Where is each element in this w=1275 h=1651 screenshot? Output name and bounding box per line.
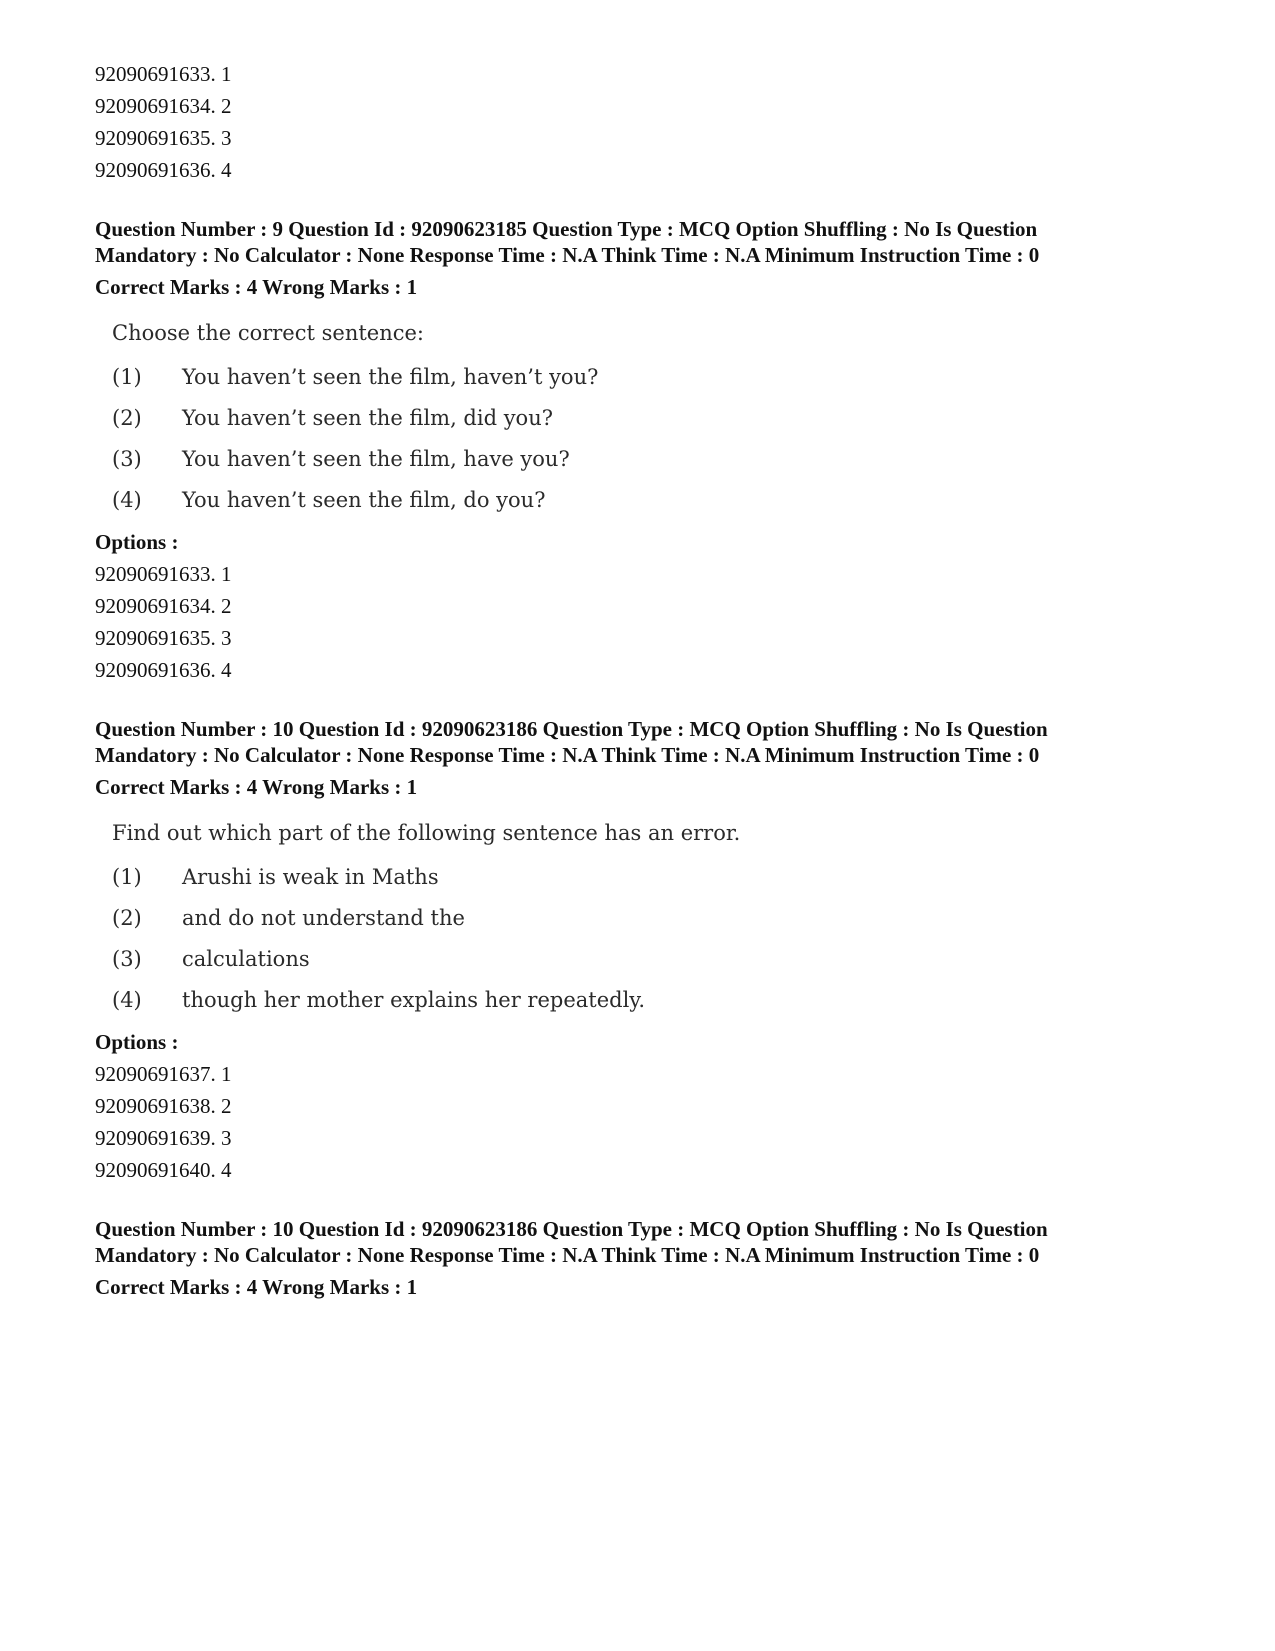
- option-line: 92090691639. 3: [95, 1126, 232, 1150]
- choice-item: [112, 485, 1205, 515]
- choice-text: You haven’t seen the film, do you?: [182, 488, 546, 512]
- choice-number: (1): [112, 365, 142, 389]
- question-stem: Choose the correct sentence:: [112, 321, 424, 345]
- question-marks: Correct Marks : 4 Wrong Marks : 1: [95, 275, 418, 299]
- option-line: 92090691633. 1: [95, 62, 232, 86]
- question-body: [112, 818, 1205, 1015]
- question-stem: Find out which part of the following sentence has an error.: [112, 821, 741, 845]
- option-line: 92090691636. 4: [95, 158, 232, 182]
- question-block-10: [95, 716, 1205, 1186]
- option-line: 92090691638. 2: [95, 1094, 232, 1118]
- choice-number: (3): [112, 947, 142, 971]
- options-list: [95, 1058, 1205, 1186]
- choice-text: calculations: [182, 947, 310, 971]
- question-meta: [95, 1216, 1205, 1268]
- choice-number: (4): [112, 488, 142, 512]
- question-block-trailing: [95, 1216, 1205, 1300]
- question-meta: [95, 216, 1205, 268]
- choice-number: (2): [112, 406, 142, 430]
- question-meta-line: Question Number : 9 Question Id : 92090623185 Question Type : MCQ Option Shuffling : No Is Question: [95, 217, 1038, 241]
- choice-item: [112, 903, 1205, 933]
- previous-options-list: [95, 58, 1205, 186]
- options-heading: Options :: [95, 530, 179, 554]
- question-meta: [95, 716, 1205, 768]
- choice-item: [112, 362, 1205, 392]
- choice-item: [112, 985, 1205, 1015]
- question-marks: Correct Marks : 4 Wrong Marks : 1: [95, 1275, 418, 1299]
- choice-number: (3): [112, 447, 142, 471]
- option-line: 92090691635. 3: [95, 626, 232, 650]
- document-page: [95, 58, 1205, 1300]
- choice-item: [112, 444, 1205, 474]
- choice-text: and do not understand the: [182, 906, 465, 930]
- choice-text: You haven’t seen the film, did you?: [182, 406, 553, 430]
- option-line: 92090691634. 2: [95, 594, 232, 618]
- options-list: [95, 558, 1205, 686]
- option-line: 92090691640. 4: [95, 1158, 232, 1182]
- question-meta-line: Mandatory : No Calculator : None Response Time : N.A Think Time : N.A Minimum Instruction Time : 0: [95, 743, 1040, 767]
- choice-number: (2): [112, 906, 142, 930]
- option-line: 92090691637. 1: [95, 1062, 232, 1086]
- choice-item: [112, 944, 1205, 974]
- options-heading: Options :: [95, 1030, 179, 1054]
- choice-item: [112, 403, 1205, 433]
- choice-number: (4): [112, 988, 142, 1012]
- option-line: 92090691635. 3: [95, 126, 232, 150]
- choice-text: You haven’t seen the film, have you?: [182, 447, 570, 471]
- question-meta-line: Mandatory : No Calculator : None Response Time : N.A Think Time : N.A Minimum Instruction Time : 0: [95, 243, 1040, 267]
- question-meta-line: Question Number : 10 Question Id : 92090623186 Question Type : MCQ Option Shuffling : No Is Question: [95, 717, 1048, 741]
- choice-text: though her mother explains her repeatedly.: [182, 988, 646, 1012]
- question-meta-line: Mandatory : No Calculator : None Response Time : N.A Think Time : N.A Minimum Instruction Time : 0: [95, 1243, 1040, 1267]
- question-meta-line: Question Number : 10 Question Id : 92090623186 Question Type : MCQ Option Shuffling : No Is Question: [95, 1217, 1048, 1241]
- choice-number: (1): [112, 865, 142, 889]
- option-line: 92090691636. 4: [95, 658, 232, 682]
- choice-item: [112, 862, 1205, 892]
- choice-text: You haven’t seen the film, haven’t you?: [182, 365, 599, 389]
- choice-text: Arushi is weak in Maths: [182, 865, 439, 889]
- question-block-9: [95, 216, 1205, 686]
- option-line: 92090691633. 1: [95, 562, 232, 586]
- question-body: [112, 318, 1205, 515]
- question-marks: Correct Marks : 4 Wrong Marks : 1: [95, 775, 418, 799]
- option-line: 92090691634. 2: [95, 94, 232, 118]
